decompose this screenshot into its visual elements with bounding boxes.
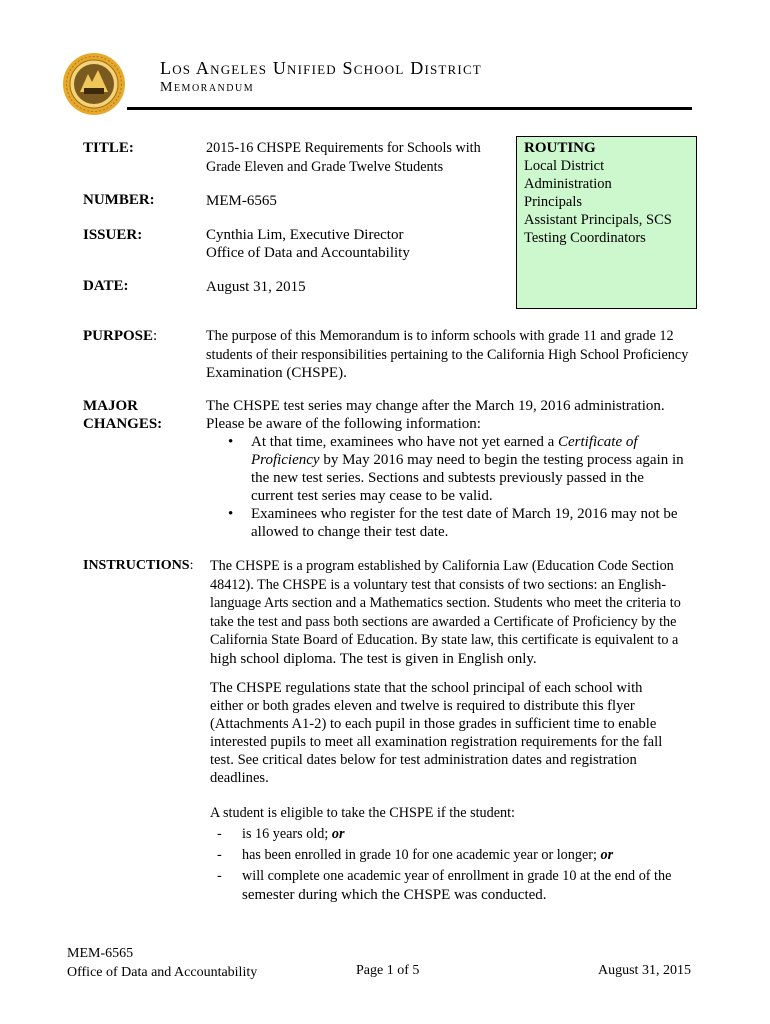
major-changes-label-line: CHANGES: (83, 416, 163, 432)
list-item (210, 825, 671, 844)
paragraph-line: interested pupils to meet all examination registration requirements for the fall (210, 734, 663, 750)
paragraph-line: language Arts section and a Mathematics section. Students who meet the criteria to (210, 595, 681, 611)
eligibility-section (210, 804, 671, 905)
major-changes-label (83, 397, 162, 433)
routing-item: Assistant Principals, SCS (524, 212, 672, 228)
bullet-icon: • (228, 506, 234, 522)
paragraph-line: The CHSPE regulations state that the school principal of each school with (210, 680, 643, 696)
major-changes-label-line: MAJOR (83, 398, 138, 414)
paragraph-line: take the test and pass both sections are awarded a Certificate of Proficiency by the (210, 613, 677, 630)
paragraph-line: test. See critical dates below for test administration dates and registration (210, 752, 637, 768)
eligibility-text: is 16 years old; (242, 825, 332, 842)
eligibility-intro: A student is eligible to take the CHSPE if the student: (210, 805, 516, 821)
certificate-term: Certificate of (557, 434, 638, 450)
title-label: TITLE: (83, 140, 134, 156)
bullet-icon: • (228, 434, 234, 450)
number-label: NUMBER: (83, 192, 155, 208)
purpose-text (206, 327, 688, 383)
routing-box (516, 136, 697, 309)
or-emphasis: or (600, 846, 614, 863)
issuer-line: Cynthia Lim, Executive Director (206, 227, 404, 243)
eligibility-text: semester during which the CHSPE was conducted. (242, 886, 547, 903)
footer-office: Office of Data and Accountability (67, 965, 258, 980)
issuer-label: ISSUER: (83, 227, 143, 243)
bullet-text: allowed to change their test date. (251, 524, 449, 540)
routing-item: Local District (524, 158, 605, 174)
instructions-paragraph-2 (210, 679, 662, 787)
instructions-label (83, 558, 193, 574)
major-changes-intro: Please be aware of the following information: (206, 416, 481, 432)
instructions-paragraph-1 (210, 557, 681, 668)
purpose-label (83, 328, 157, 345)
routing-title: ROUTING (524, 140, 596, 156)
bullet-text: the new test series. Sections and subtests previously passed in the (251, 470, 644, 486)
major-changes-list (206, 433, 684, 541)
list-item (206, 433, 684, 505)
list-item (206, 505, 684, 541)
purpose-line: The purpose of this Memorandum is to inform schools with grade 11 and grade 12 (206, 328, 674, 344)
memo-type: Memorandum (160, 80, 255, 95)
number-value: MEM-6565 (206, 193, 277, 209)
eligibility-list (210, 825, 671, 905)
purpose-line: students of their responsibilities pertaining to the California High School Proficiency (206, 346, 689, 363)
eligibility-text: has been enrolled in grade 10 for one academic year or longer; (242, 846, 601, 863)
or-emphasis: or (331, 825, 345, 842)
title-line: 2015-16 CHSPE Requirements for Schools with (206, 140, 481, 156)
date-label: DATE: (83, 278, 129, 294)
routing-item: Testing Coordinators (524, 230, 646, 246)
instructions-label-text: INSTRUCTIONS (83, 558, 190, 573)
footer-page: Page 1 of 5 (356, 963, 420, 978)
paragraph-line: 48412). The CHSPE is a voluntary test that consists of two sections: an English- (210, 576, 667, 593)
purpose-label-colon: : (153, 328, 158, 344)
paragraph-line: The CHSPE is a program established by California Law (Education Code Section (210, 558, 674, 574)
purpose-line: Examination (CHSPE). (206, 365, 347, 381)
bullet-text: At that time, examinees who have not yet earned a (251, 434, 558, 450)
eligibility-text: will complete one academic year of enrollment in grade 10 at the end of the (242, 867, 672, 884)
bullet-text: current test series may cease to be valid. (251, 488, 493, 504)
certificate-term: Proficiency (251, 452, 320, 468)
list-item (210, 867, 671, 905)
dash-marker: - (217, 867, 222, 884)
header-divider (127, 107, 692, 110)
footer-left (67, 944, 257, 982)
footer-date: August 31, 2015 (598, 963, 691, 978)
issuer-line: Office of Data and Accountability (206, 245, 410, 261)
issuer-value (206, 226, 410, 262)
lausd-seal-icon (62, 52, 126, 116)
instructions-label-colon: : (189, 558, 194, 573)
district-name: Los Angeles Unified School District (160, 58, 482, 78)
bullet-text: Examinees who register for the test date of March 19, 2016 may not be (251, 506, 678, 522)
purpose-label-text: PURPOSE (83, 328, 154, 344)
list-item (210, 846, 671, 865)
title-line: Grade Eleven and Grade Twelve Students (206, 158, 444, 175)
major-changes-intro: The CHSPE test series may change after the March 19, 2016 administration. (206, 398, 665, 414)
paragraph-line: high school diploma. The test is given in English only. (210, 650, 537, 667)
dash-marker: - (217, 846, 222, 863)
dash-marker: - (217, 825, 222, 842)
paragraph-line: either or both grades eleven and twelve is required to distribute this flyer (210, 698, 635, 714)
routing-item: Principals (524, 194, 582, 210)
paragraph-line: deadlines. (210, 770, 269, 786)
paragraph-line: (Attachments A1-2) to each pupil in those grades in sufficient time to enable (210, 716, 657, 732)
footer-doc-number: MEM-6565 (67, 946, 134, 961)
bullet-text: by May 2016 may need to begin the testing process again in (319, 452, 684, 468)
date-value: August 31, 2015 (206, 279, 306, 295)
title-value (206, 139, 481, 176)
routing-item: Administration (524, 176, 612, 192)
major-changes-body (206, 397, 684, 541)
paragraph-line: California State Board of Education. By state law, this certificate is equivalent to a (210, 632, 679, 648)
